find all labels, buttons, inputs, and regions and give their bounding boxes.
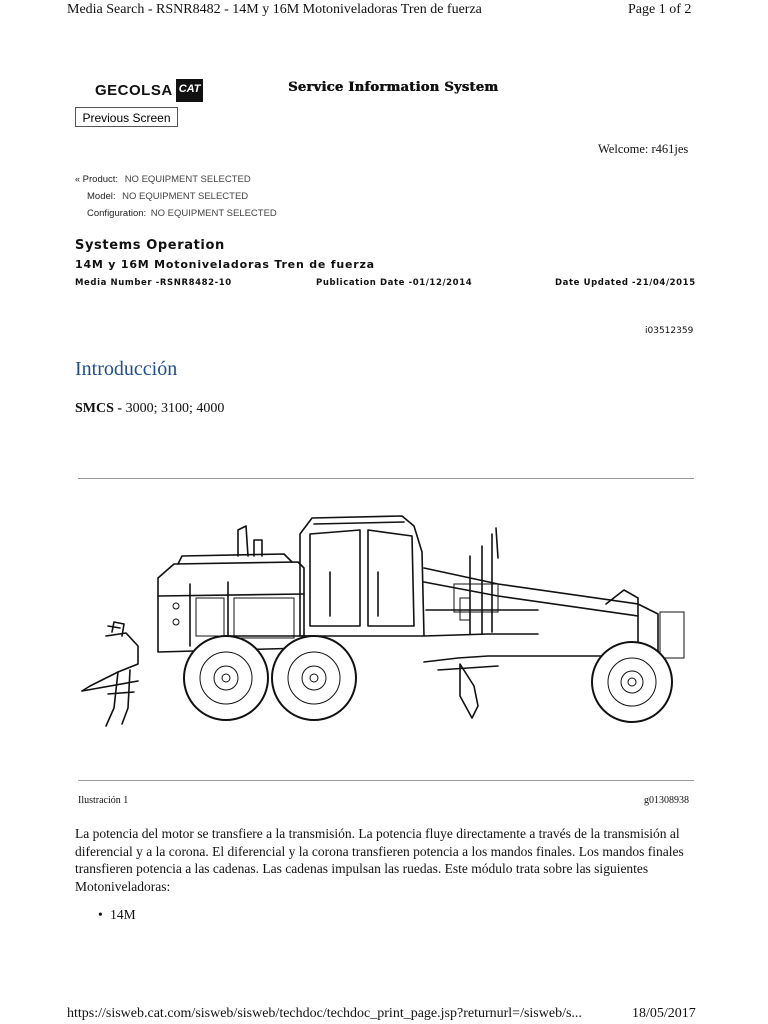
product-row [75, 174, 251, 185]
intro-paragraph: La potencia del motor se transfiere a la transmisión. La potencia fluye directamente a través de la transmisión al diferencial y a la corona. El diferencial y la corona transfieren potencia a los mandos finales. Los mandos finales transfieren potencia a las cadenas. Las cadenas impulsan las ruedas. Este módulo trata sobre las siguientes Motoniveladoras: [75, 826, 684, 894]
figure-id: g01308938 [644, 795, 689, 806]
smcs-value: 3000; 3100; 4000 [122, 401, 225, 416]
dealer-name: GECOLSA [95, 81, 173, 99]
doc-heading: Systems Operation [75, 238, 225, 253]
model-row [87, 191, 248, 202]
print-header-title: Media Search - RSNR8482 - 14M y 16M Motoniveladoras Tren de fuerza [67, 2, 482, 17]
welcome-text: Welcome: r461jes [598, 142, 689, 156]
media-number: Media Number -RSNR8482-10 [75, 278, 232, 288]
configuration-row [87, 208, 277, 219]
rear-wheel-2 [272, 636, 356, 720]
operator-cab [300, 516, 424, 636]
document-id: i03512359 [645, 326, 694, 336]
rear-wheel-1 [184, 636, 268, 720]
configuration-label: Configuration: [87, 208, 147, 219]
model-label: Model: [87, 191, 116, 202]
model-value: NO EQUIPMENT SELECTED [122, 191, 249, 202]
smcs-line [75, 401, 224, 417]
bullet-list-item [98, 907, 136, 923]
lift-cylinders [454, 528, 498, 634]
product-value: NO EQUIPMENT SELECTED [124, 174, 251, 185]
exhaust-stack [238, 526, 262, 556]
gecolsa-logo [75, 77, 201, 103]
print-footer-date: 18/05/2017 [632, 1006, 696, 1021]
front-wheel [592, 642, 672, 722]
bullet-text: 14M [110, 907, 136, 922]
back-arrow-icon[interactable]: « [75, 174, 81, 184]
ripper [82, 622, 138, 726]
product-label: Product: [82, 174, 119, 185]
print-header-page: Page 1 of 2 [628, 2, 692, 17]
date-updated: Date Updated -21/04/2015 [555, 278, 696, 288]
figure-label: Ilustración 1 [78, 795, 129, 806]
cat-logo: CAT [176, 79, 204, 102]
figure-top-divider [78, 478, 694, 479]
publication-date: Publication Date -01/12/2014 [316, 278, 473, 288]
configuration-value: NO EQUIPMENT SELECTED [150, 208, 277, 219]
bullet-icon: • [98, 907, 103, 922]
section-title: Introducción [75, 358, 178, 380]
print-footer-url: https://sisweb.cat.com/sisweb/sisweb/techdoc/techdoc_print_page.jsp?returnurl=/sisweb/s... [67, 1006, 582, 1021]
smcs-label: SMCS - [75, 401, 123, 416]
figure-bottom-divider [78, 780, 694, 781]
previous-screen-button[interactable]: Previous Screen [75, 107, 178, 127]
system-title: Service Information System [288, 80, 499, 95]
motor-grader-illustration [78, 486, 694, 778]
doc-subtitle: 14M y 16M Motoniveladoras Tren de fuerza [75, 258, 375, 271]
